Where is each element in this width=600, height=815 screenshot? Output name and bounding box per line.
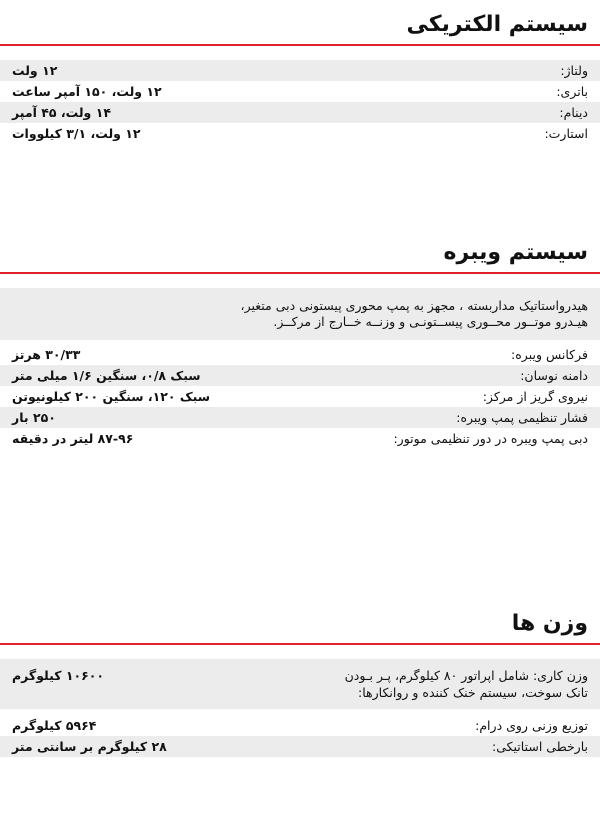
electrical-section [0,6,600,144]
spec-value: ۲۸ کیلوگرم بر سانتی متر [12,739,167,754]
spec-row [0,344,600,365]
spec-label-line: وزن کاری: شامل اپراتور ۸۰ کیلوگرم، پـر بـودن [344,668,588,683]
spec-label: استارت: [544,126,588,141]
spec-label: دامنه نوسان: [520,368,588,383]
spec-label-line: تانک سوخت، سیستم خنک کننده و روانکارها: [358,685,588,700]
spec-value: ۱۴ ولت، ۴۵ آمپر [12,105,111,120]
spec-row [0,102,600,123]
vibration-section [0,234,600,449]
spec-label: بارخطی استاتیکی: [491,739,588,754]
weights-title: وزن ها [511,611,588,636]
spec-value: ۱۲ ولت [12,63,58,78]
spec-label: باتری: [556,84,588,99]
vibration-title: سیستم ویبره [443,240,588,265]
spec-value: ۲۵۰ بار [12,410,56,425]
spec-row [0,365,600,386]
spec-value: ۵۹۶۴ کیلوگرم [12,718,97,733]
spec-value: ۸۷-۹۶ لیتر در دقیقه [12,431,134,446]
spec-row [0,428,600,449]
spec-row [0,123,600,144]
spec-label: توزیع وزنی روی درام: [475,718,588,733]
spec-value: سبک ۱۲۰، سنگین ۲۰۰ کیلونیوتن [12,389,211,404]
spec-label [345,667,588,701]
spec-row [0,386,600,407]
spec-row [0,81,600,102]
electrical-title: سیستم الکتریکی [406,12,588,37]
spec-value: ۱۰۶۰۰ کیلوگرم [12,668,105,683]
spec-label: دبی پمپ ویبره در دور تنظیمی موتور: [393,431,588,446]
spec-label: نیروی گریز از مرکز: [482,389,588,404]
description-line: هیدرواستاتیک مداربسته ، مجهز به پمپ محوری پیستونی دبی متغیر، [240,298,588,313]
spec-row [0,736,600,757]
spec-row [0,60,600,81]
spec-label: فشار تنظیمی پمپ ویبره: [456,410,588,425]
spec-row [0,407,600,428]
spec-row [0,715,600,736]
description-line: هیـدرو موتــور محــوری پیســتونـی و وزنــه خــارج از مرکــز. [273,314,588,329]
spec-label: ولتاژ: [560,63,588,78]
spec-label: دینام: [559,105,588,120]
weights-section [0,605,600,757]
vibration-description [0,288,600,340]
spec-value: ۱۲ ولت، ۱۵۰ آمپر ساعت [12,84,162,99]
spec-row [0,659,600,709]
spec-value: سبک ۰/۸، سنگین ۱/۶ میلی متر [12,368,201,383]
spec-value: ۳۰/۳۳ هرتز [12,347,81,362]
spec-value: ۱۲ ولت، ۳/۱ کیلووات [12,126,141,141]
spec-label: فرکانس ویبره: [511,347,588,362]
